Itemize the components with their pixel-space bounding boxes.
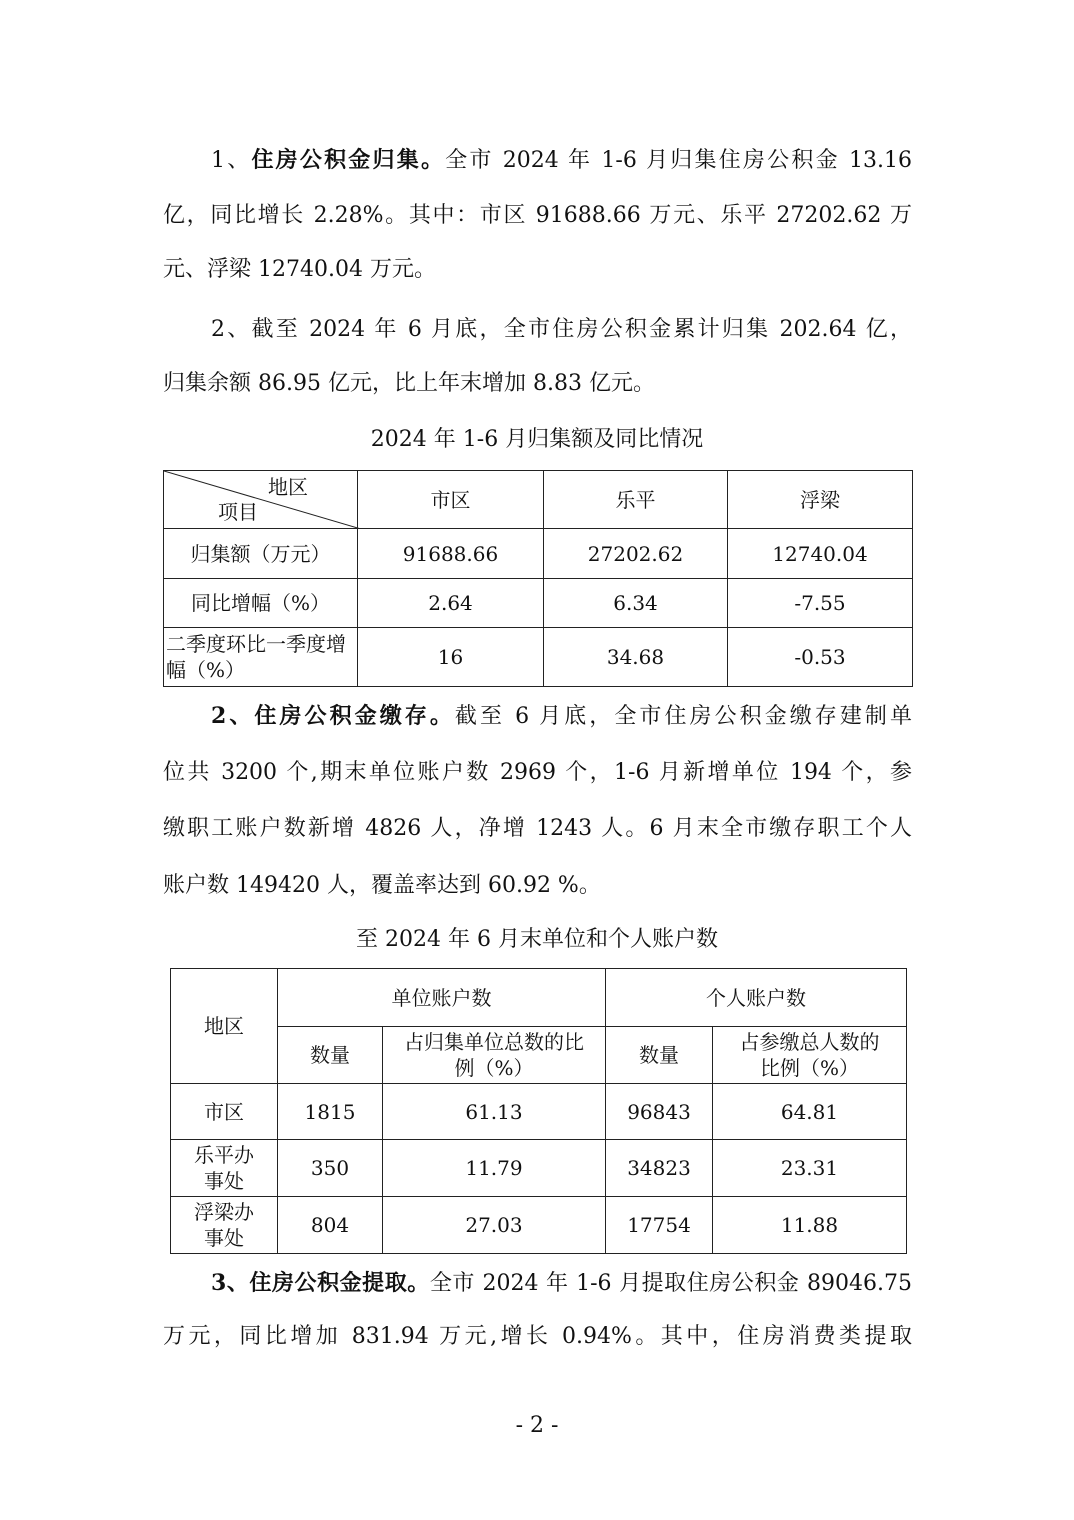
cell: 34.68 bbox=[544, 628, 728, 687]
cell: 96843 bbox=[606, 1084, 713, 1140]
cell: 12740.04 bbox=[728, 529, 913, 579]
para3-line2: 位共 3200 个,期末单位账户数 2969 个，1-6 月新增单位 194 个，参 bbox=[163, 760, 912, 785]
para1-heading: 住房公积金归集。 bbox=[251, 147, 446, 173]
cell: 34823 bbox=[606, 1140, 713, 1197]
cell: 11.79 bbox=[383, 1140, 606, 1197]
para2-line2: 归集余额 86.95 亿元，比上年末增加 8.83 亿元。 bbox=[163, 371, 655, 396]
table-row bbox=[164, 529, 913, 579]
col-header: 乐平 bbox=[544, 471, 728, 529]
group-header: 个人账户数 bbox=[606, 969, 907, 1027]
table2 bbox=[170, 968, 907, 1254]
para1-prefix: 1、 bbox=[211, 148, 252, 173]
table-row bbox=[164, 579, 913, 628]
cell: 91688.66 bbox=[358, 529, 544, 579]
cell: 804 bbox=[278, 1197, 383, 1254]
table1-title: 2024 年 1-6 月归集额及同比情况 bbox=[370, 427, 704, 452]
sub-header: 占归集单位总数的比例（%） bbox=[383, 1027, 606, 1084]
table-row bbox=[164, 628, 913, 687]
table-row bbox=[171, 1084, 907, 1140]
cell: 17754 bbox=[606, 1197, 713, 1254]
table-row bbox=[171, 1197, 907, 1254]
para1-text: 全市 2024 年 1-6 月归集住房公积金 13.16 bbox=[445, 148, 912, 173]
group-header: 单位账户数 bbox=[278, 969, 606, 1027]
table1-corner bbox=[164, 471, 358, 529]
cell: 23.31 bbox=[713, 1140, 907, 1197]
cell: 27202.62 bbox=[544, 529, 728, 579]
para3-text: 截至 6 月底，全市住房公积金缴存建制单 bbox=[454, 704, 912, 729]
cell: 27.03 bbox=[383, 1197, 606, 1254]
corner-bottom-label: 项目 bbox=[218, 500, 258, 524]
col-header: 浮梁 bbox=[728, 471, 913, 529]
cell: 11.88 bbox=[713, 1197, 907, 1254]
sub-header: 数量 bbox=[278, 1027, 383, 1084]
col-header: 市区 bbox=[358, 471, 544, 529]
cell: 16 bbox=[358, 628, 544, 687]
row-label: 归集额（万元） bbox=[164, 529, 358, 579]
para4-heading: 3、住房公积金提取。 bbox=[211, 1270, 430, 1296]
corner-top-label: 地区 bbox=[268, 475, 308, 499]
table2-title: 至 2024 年 6 月末单位和个人账户数 bbox=[356, 927, 718, 952]
para1-line3: 元、浮梁 12740.04 万元。 bbox=[163, 257, 436, 282]
table1 bbox=[163, 470, 913, 687]
para4-line1 bbox=[211, 1267, 912, 1299]
region-cell: 市区 bbox=[171, 1084, 278, 1140]
cell: 2.64 bbox=[358, 579, 544, 628]
row-label: 同比增幅（%） bbox=[164, 579, 358, 628]
cell: -7.55 bbox=[728, 579, 913, 628]
table-row bbox=[171, 1140, 907, 1197]
para1-line2: 亿，同比增长 2.28%。其中：市区 91688.66 万元、乐平 27202.62 万 bbox=[163, 203, 912, 228]
region-header: 地区 bbox=[171, 969, 278, 1084]
cell: -0.53 bbox=[728, 628, 913, 687]
para1-line1 bbox=[211, 144, 912, 176]
sub-header: 数量 bbox=[606, 1027, 713, 1084]
cell: 350 bbox=[278, 1140, 383, 1197]
sub-header: 占参缴总人数的比例（%） bbox=[713, 1027, 907, 1084]
page-number: - 2 - bbox=[515, 1413, 559, 1438]
para3-heading: 2、住房公积金缴存。 bbox=[211, 703, 455, 729]
para2-line1: 2、截至 2024 年 6 月底，全市住房公积金累计归集 202.64 亿， bbox=[211, 317, 912, 342]
cell: 1815 bbox=[278, 1084, 383, 1140]
para3-line1 bbox=[211, 700, 912, 732]
region-cell: 乐平办事处 bbox=[171, 1140, 278, 1197]
cell: 6.34 bbox=[544, 579, 728, 628]
region-cell: 浮梁办事处 bbox=[171, 1197, 278, 1254]
para4-line2: 万元，同比增加 831.94 万元,增长 0.94%。其中，住房消费类提取 bbox=[163, 1324, 912, 1349]
row-label: 二季度环比一季度增幅（%） bbox=[164, 628, 358, 687]
cell: 61.13 bbox=[383, 1084, 606, 1140]
cell: 64.81 bbox=[713, 1084, 907, 1140]
para3-line4: 账户数 149420 人，覆盖率达到 60.92 %。 bbox=[163, 873, 601, 898]
para3-line3: 缴职工账户数新增 4826 人，净增 1243 人。6 月末全市缴存职工个人 bbox=[163, 816, 912, 841]
para4-text: 全市 2024 年 1-6 月提取住房公积金 89046.75 bbox=[429, 1271, 913, 1296]
diagonal-line bbox=[164, 471, 361, 529]
